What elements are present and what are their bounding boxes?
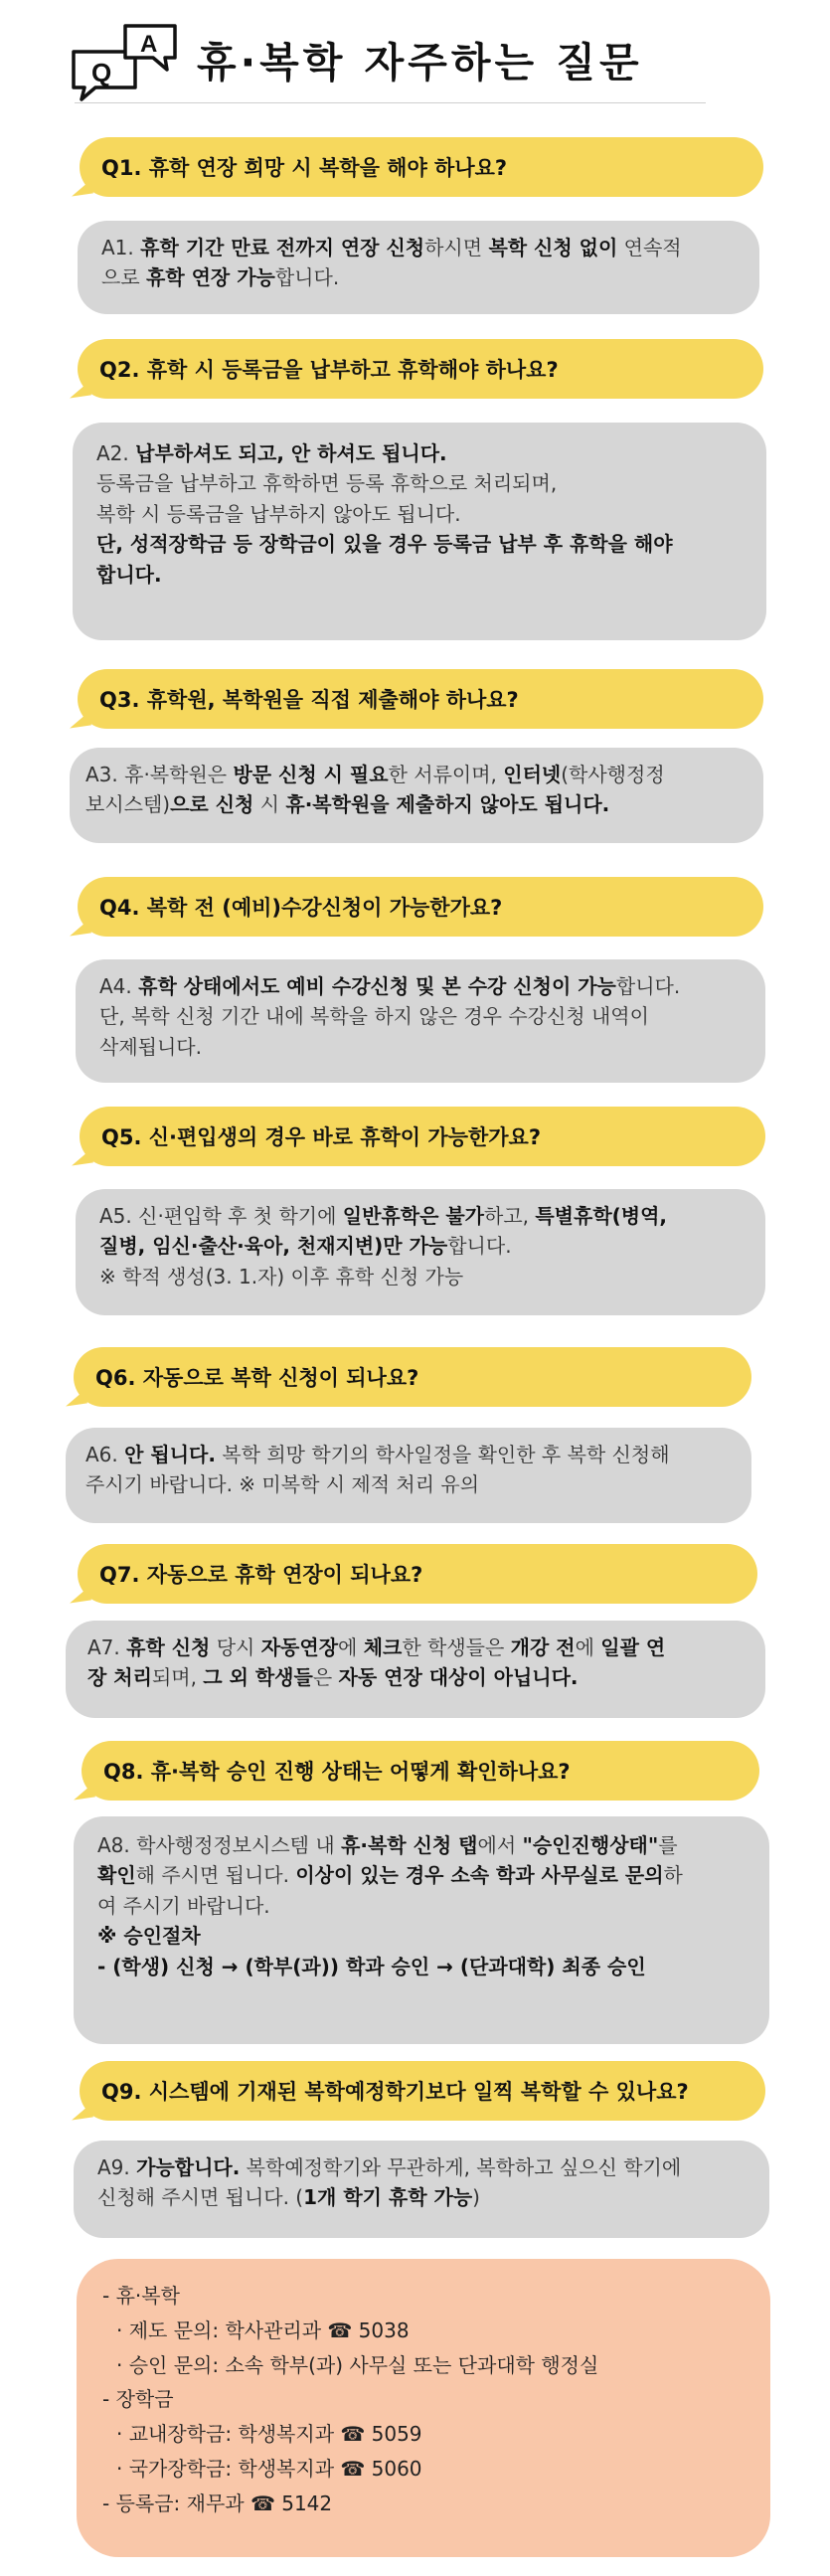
- answer-line: [96, 499, 747, 529]
- contact-info-box: [77, 2259, 770, 2557]
- answer-emphasis: 확인: [97, 1863, 136, 1888]
- answer-emphasis: 으로 신청: [170, 792, 254, 817]
- answer-line: [97, 1830, 749, 1860]
- answer-text: 당시: [210, 1635, 261, 1659]
- question-9: Q9. 시스템에 기재된 복학예정학기보다 일찍 복학할 수 있나요?: [80, 2061, 765, 2121]
- answer-text: 단, 복학 신청 기간 내에 복학을 하지 않은 경우 수강신청 내역이: [99, 1004, 649, 1029]
- answer-line: [85, 1469, 732, 1499]
- question-4: Q4. 복학 전 (예비)수강신청이 가능한가요?: [78, 877, 763, 937]
- question-3: Q3. 휴학원, 복학원을 직접 제출해야 하나요?: [78, 669, 763, 729]
- answer-text: A8. 학사행정정보시스템 내: [97, 1833, 342, 1857]
- answer-text: 에서: [477, 1833, 523, 1857]
- answer-emphasis: 휴학 상태에서도 예비 수강신청 및 본 수강 신청이 가능: [138, 974, 616, 998]
- answer-emphasis: 휴학 연장 가능: [146, 265, 275, 290]
- answer-text: 주시기 바랍니다. ※ 미복학 시 제적 처리 유의: [85, 1472, 480, 1497]
- answer-text: 한 학생들은: [402, 1635, 511, 1659]
- answer-text: 삭제됩니다.: [99, 1034, 202, 1059]
- answer-emphasis: 개강 전: [510, 1635, 576, 1659]
- answer-emphasis: - (학생) 신청 → (학부(과)) 학과 승인 → (단과대학) 최종 승인: [97, 1954, 646, 1978]
- qa-speech-bubbles-icon: [70, 22, 181, 101]
- answer-emphasis: 장 처리: [87, 1665, 152, 1690]
- contact-line-national-scholarship: · 국가장학금: 학생복지과 ☎ 5060: [116, 2456, 422, 2481]
- answer-line: [101, 233, 740, 262]
- answer-text: ※ 학적 생성(3. 1.자) 이후 휴학 신청 가능: [99, 1264, 464, 1288]
- answer-emphasis: 일괄 연: [600, 1635, 666, 1659]
- answer-line: [87, 1662, 746, 1692]
- question-5: Q5. 신·편입생의 경우 바로 휴학이 가능한가요?: [80, 1107, 765, 1166]
- answer-text: A5. 신·편입학 후 첫 학기에: [99, 1204, 343, 1228]
- answer-emphasis: 가능합니다.: [136, 2155, 241, 2179]
- answer-text: A4.: [99, 974, 139, 998]
- answer-6: [66, 1428, 751, 1523]
- answer-emphasis: 합니다.: [96, 562, 162, 587]
- answer-emphasis: 1개 학기 휴학 가능: [303, 2185, 473, 2210]
- answer-text: A7.: [87, 1635, 127, 1659]
- answer-text: 복학예정학기와 무관하게, 복학하고 싶으신 학기에: [240, 2155, 682, 2179]
- answer-emphasis: 일반휴학은 불가: [342, 1204, 484, 1228]
- answer-3: [70, 748, 763, 843]
- answer-text: 하고,: [484, 1204, 536, 1228]
- answer-5: [76, 1189, 765, 1315]
- answer-2: [73, 423, 766, 640]
- answer-line: [99, 1032, 746, 1062]
- question-2: Q2. 휴학 시 등록금을 납부하고 휴학해야 하나요?: [78, 339, 763, 399]
- answer-text: (학사행정정: [561, 763, 665, 786]
- answer-1: [78, 221, 759, 314]
- answer-emphasis: 특별휴학(병역,: [535, 1204, 668, 1228]
- answer-line: [101, 262, 740, 292]
- answer-text: 에: [575, 1635, 601, 1659]
- answer-line: [96, 560, 747, 590]
- answer-text: 은: [312, 1665, 339, 1690]
- answer-text: 등록금을 납부하고 휴학하면 등록 휴학으로 처리되며,: [96, 471, 558, 496]
- answer-emphasis: 납부하셔도 되고, 안 하셔도 됩니다.: [135, 441, 447, 465]
- answer-emphasis: 휴학 기간 만료 전까지 연장 신청: [140, 236, 425, 259]
- answer-text: 하시면: [424, 236, 489, 259]
- contact-line-policy: · 제도 문의: 학사관리과 ☎ 5038: [116, 2318, 410, 2342]
- page-header: [70, 22, 706, 101]
- answer-emphasis: 이상이 있는 경우 소속 학과 사무실로 문의: [295, 1863, 664, 1888]
- answer-text: 합니다.: [615, 974, 681, 998]
- answer-line: [97, 1921, 749, 1951]
- answer-line: [97, 1891, 749, 1921]
- answer-emphasis: "승인진행상태": [522, 1833, 659, 1857]
- answer-text: A6.: [85, 1443, 125, 1466]
- answer-7: [66, 1621, 765, 1718]
- answer-emphasis: 휴·복학 신청 탭: [341, 1833, 478, 1857]
- contact-line-internal-scholarship: · 교내장학금: 학생복지과 ☎ 5059: [116, 2422, 422, 2447]
- answer-emphasis: 그 외 학생들: [203, 1665, 313, 1690]
- answer-text: 합니다.: [447, 1234, 512, 1259]
- answer-text: A2.: [96, 441, 136, 465]
- answer-text: 한 서류이며,: [388, 763, 504, 786]
- answer-text: ): [472, 2185, 480, 2210]
- answer-text: 하: [663, 1863, 683, 1888]
- answer-text: 복학 시 등록금을 납부하지 않아도 됩니다.: [96, 501, 461, 526]
- answer-line: [99, 1262, 746, 1291]
- question-7: Q7. 자동으로 휴학 연장이 되나요?: [78, 1544, 757, 1604]
- answer-line: [85, 789, 744, 819]
- contact-line-approval: · 승인 문의: 소속 학부(과) 사무실 또는 단과대학 행정실: [116, 2352, 599, 2377]
- answer-line: [96, 468, 747, 498]
- answer-line: [99, 1201, 746, 1231]
- answer-text: 에: [338, 1635, 364, 1659]
- contact-line-leave: - 휴·복학: [102, 2284, 180, 2308]
- answer-emphasis: 복학 신청 없이: [488, 236, 618, 259]
- icon-letter-q: Q: [91, 58, 112, 87]
- answer-text: 으로: [101, 265, 146, 290]
- question-1: Q1. 휴학 연장 희망 시 복학을 해야 하나요?: [80, 137, 763, 197]
- answer-emphasis: 자동 연장 대상이 아닙니다.: [338, 1665, 579, 1690]
- answer-emphasis: 단, 성적장학금 등 장학금이 있을 경우 등록금 납부 후 휴학을 해야: [96, 532, 673, 557]
- answer-emphasis: 방문 신청 시 필요: [233, 763, 389, 786]
- answer-text: 복학 희망 학기의 학사일정을 확인한 후 복학 신청해: [215, 1443, 670, 1466]
- answer-text: 되며,: [151, 1665, 204, 1690]
- answer-line: [97, 1860, 749, 1890]
- answer-line: [99, 971, 746, 1001]
- question-6: Q6. 자동으로 복학 신청이 되나요?: [74, 1347, 751, 1407]
- answer-8: [74, 1816, 769, 2044]
- answer-line: [87, 1632, 746, 1662]
- answer-text: A3. 휴·복학원은: [85, 763, 234, 786]
- title-divider: [75, 102, 706, 103]
- answer-line: [85, 1440, 732, 1469]
- answer-emphasis: 질병, 임신·출산·육아, 천재지변)만 가능: [99, 1234, 448, 1259]
- answer-emphasis: 안 됩니다.: [124, 1443, 216, 1466]
- answer-text: 신청해 주시면 됩니다. (: [97, 2185, 304, 2210]
- answer-line: [97, 1952, 749, 1981]
- answer-emphasis: 체크: [363, 1635, 403, 1659]
- answer-line: [85, 760, 744, 789]
- icon-letter-a: A: [140, 31, 158, 58]
- answer-line: [97, 2182, 749, 2212]
- answer-line: [96, 438, 747, 468]
- answer-text: 여 주시기 바랍니다.: [97, 1893, 270, 1918]
- answer-line: [96, 529, 747, 559]
- answer-line: [99, 1231, 746, 1261]
- answer-emphasis: 휴·복학원을 제출하지 않아도 됩니다.: [285, 792, 610, 817]
- answer-emphasis: ※ 승인절차: [97, 1924, 201, 1949]
- answer-line: [99, 1001, 746, 1031]
- answer-text: 보시스템): [85, 792, 171, 817]
- answer-text: 합니다.: [274, 265, 340, 290]
- question-8: Q8. 휴·복학 승인 진행 상태는 어떻게 확인하나요?: [82, 1741, 759, 1801]
- answer-emphasis: 인터넷: [503, 763, 562, 786]
- answer-emphasis: 자동연장: [260, 1635, 339, 1659]
- page-title: 휴·복학 자주하는 질문: [197, 39, 643, 86]
- answer-emphasis: 휴학 신청: [126, 1635, 211, 1659]
- answer-text: 를: [658, 1833, 678, 1857]
- answer-4: [76, 959, 765, 1083]
- answer-text: 시: [253, 792, 286, 817]
- answer-line: [97, 2152, 749, 2182]
- contact-line-scholarship: - 장학금: [102, 2387, 174, 2412]
- answer-text: A9.: [97, 2155, 137, 2179]
- answer-text: A1.: [101, 236, 141, 259]
- answer-text: 연속적: [617, 236, 682, 259]
- answer-text: 해 주시면 됩니다.: [135, 1863, 296, 1888]
- contact-line-tuition: - 등록금: 재무과 ☎ 5142: [102, 2490, 333, 2515]
- answer-9: [74, 2141, 769, 2238]
